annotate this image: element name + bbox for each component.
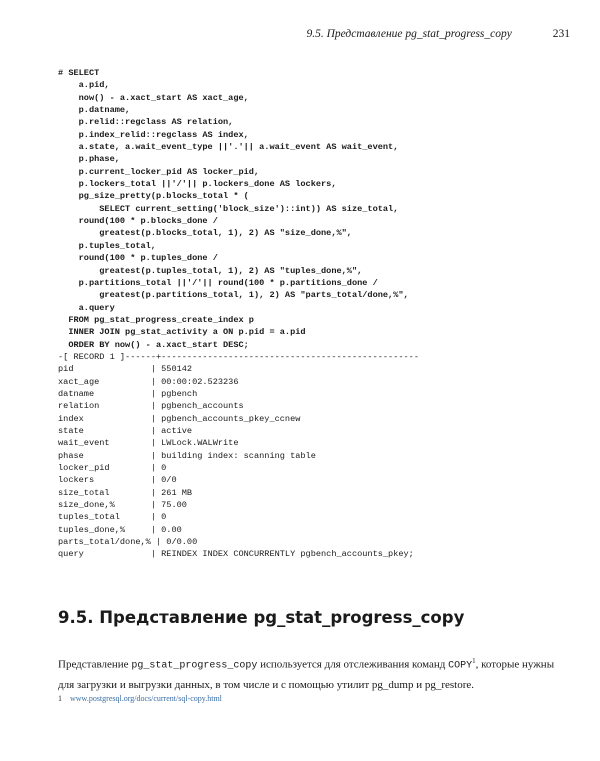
footnote — [58, 694, 222, 703]
body-paragraph — [58, 652, 558, 695]
page-number: 231 — [552, 28, 570, 40]
footnote-ref[interactable]: 1 — [472, 657, 476, 665]
query-result: -[ RECORD 1 ]------+-------------------------------------------------- pid | 550142 xact_age | 00:00:02.523236 datname | pgbench relation | pgbench_accounts index | pgbench_accounts_pkey_ccnew state | active wait_event | LWLock.WALWrite phase | building index: scanning table locker_pid | 0 lockers | 0/0 size_total | 261 MB size_done,% | 75.00 tuples_total | 0 tuples_done,% | 0.00 parts_total/done,% | 0/0.00 query | REINDEX INDEX CONCURRENTLY pgbench_accounts_pkey; — [58, 351, 419, 560]
section-title: 9.5. Представление pg_stat_progress_copy — [58, 608, 465, 627]
paragraph-text: , которые нужны для загрузки и выгрузки данных, в том числе и с помощью утилит pg_dump и pg_restore. — [58, 658, 555, 691]
paragraph-text: Представление — [58, 658, 132, 671]
page-header — [0, 28, 570, 40]
running-title: 9.5. Представление pg_stat_progress_copy — [306, 28, 512, 40]
paragraph-text: используется для отслеживания команд — [257, 658, 449, 671]
code-block — [58, 67, 578, 561]
view-name-code: pg_stat_progress_copy — [131, 660, 258, 672]
sql-query: # SELECT a.pid, now() - a.xact_start AS xact_age, p.datname, p.relid::regclass AS relation, p.index_relid::regclass AS index, a.state, a.wait_event_type ||'.'|| a.wait_event AS wait_event, p.phase, p.current_locker_pid AS locker_pid, p.lockers_total ||'/'|| p.lockers_done AS lockers, pg_size_pretty(p.blocks_total * ( SELECT current_setting('block_size')::int)) AS size_total, round(100 * p.blocks_done / greatest(p.blocks_total, 1), 2) AS "size_done,%", p.tuples_total, round(100 * p.tuples_done / greatest(p.tuples_total, 1), 2) AS "tuples_done,%", p.partitions_total ||'/'|| round(100 * p.partitions_done / greatest(p.partitions_total, 1), 2) AS "parts_total/done,%", a.query FROM pg_stat_progress_create_index p INNER JOIN pg_stat_activity a ON p.pid = a.pid ORDER BY now() - a.xact_start DESC; — [58, 68, 409, 350]
command-code: COPY — [448, 660, 473, 672]
footnote-link[interactable]: www.postgresql.org/docs/current/sql-copy.html — [70, 694, 222, 703]
footnote-number: 1 — [58, 694, 62, 703]
